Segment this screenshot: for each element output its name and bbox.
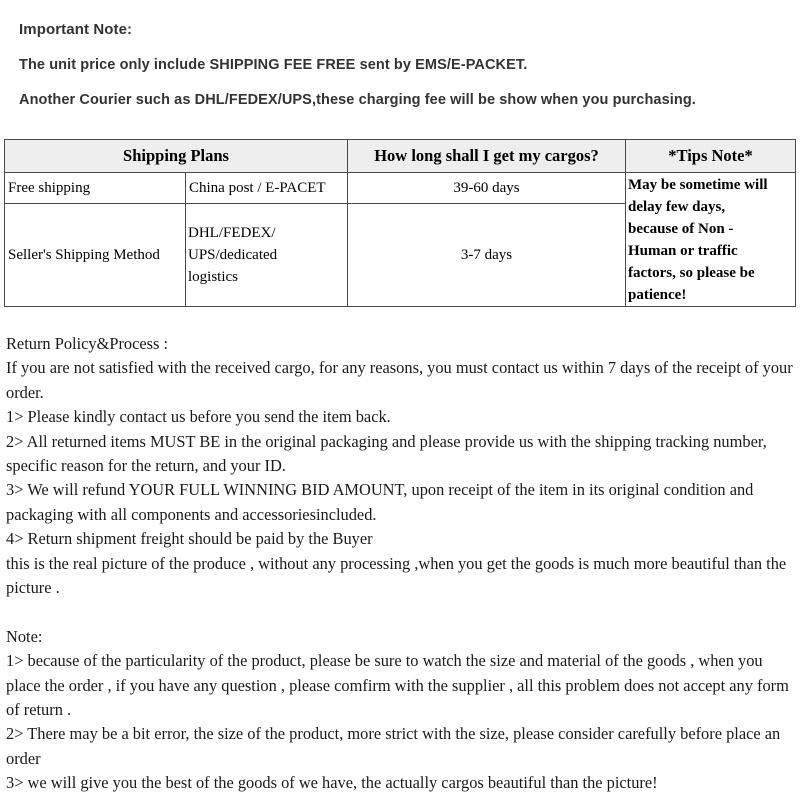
policy-item: 2> All returned items MUST BE in the original packaging and please provide us with the shipping tracking number, specific reason for the return, and your ID.	[6, 431, 767, 476]
plan-name: Free shipping	[5, 173, 186, 204]
policy-item: 3> We will refund YOUR FULL WINNING BID AMOUNT, upon receipt of the item in its original condition and packaging with all components and accessoriesincluded.	[6, 480, 754, 524]
tips-line: factors, so please be	[628, 265, 755, 281]
tips-note-cell	[626, 173, 796, 307]
method-line: logistics	[188, 269, 239, 286]
section-spacer	[6, 600, 798, 624]
return-policy-heading: Return Policy&Process :	[6, 334, 169, 353]
plan-method	[186, 204, 348, 307]
policy-item: 4> Return shipment freight should be paid by the Buyer	[6, 529, 373, 549]
header-tips-note: *Tips Note*	[626, 140, 796, 173]
table-header-row	[5, 140, 796, 173]
shipping-plans-table	[4, 139, 796, 307]
plan-delivery-time: 39-60 days	[348, 173, 626, 204]
return-policy-section	[6, 332, 798, 796]
plan-name: Seller's Shipping Method	[5, 204, 186, 307]
method-line: DHL/FEDEX/	[188, 225, 276, 242]
tips-line: because of Non -	[628, 221, 734, 237]
note-item: 1> because of the particularity of the product, please be sure to watch the size and material of the goods , when you place the order , if you have any question , please comfirm with the supplier , all this problem does not accept any form of return .	[6, 651, 789, 720]
tips-line: Human or traffic	[628, 243, 738, 259]
note-item: 2> There may be a bit error, the size of the product, more strict with the size, please consider carefully before place an order	[6, 724, 781, 768]
important-note-title: Important Note:	[19, 21, 133, 38]
real-picture-note: this is the real picture of the produce , without any processing ,when you get the goods is much more beautiful than the picture .	[6, 553, 787, 598]
header-shipping-plans: Shipping Plans	[5, 140, 348, 173]
tips-line: patience!	[628, 287, 687, 303]
note-item: 3> we will give you the best of the goods of we have, the actually cargos beautiful than the picture!	[6, 773, 658, 793]
important-note-banner	[0, 0, 800, 132]
tips-line: May be sometime will	[628, 177, 768, 193]
return-policy-intro: If you are not satisfied with the received cargo, for any reasons, you must contact us within 7 days of the receipt of your order.	[6, 358, 793, 402]
courier-fee-note: Another Courier such as DHL/FEDEX/UPS,these charging fee will be show when you purchasing.	[19, 92, 696, 108]
policy-item: 1> Please kindly contact us before you send the item back.	[6, 407, 391, 427]
method-line: UPS/dedicated	[188, 247, 278, 264]
header-delivery-time: How long shall I get my cargos?	[348, 140, 626, 173]
tips-line: delay few days,	[628, 199, 726, 215]
plan-method: China post / E-PACET	[186, 173, 348, 204]
table-row	[5, 173, 796, 204]
plan-delivery-time: 3-7 days	[348, 204, 626, 307]
note-heading: Note:	[6, 626, 43, 646]
shipping-fee-note: The unit price only include SHIPPING FEE FREE sent by EMS/E-PACKET.	[19, 57, 528, 73]
